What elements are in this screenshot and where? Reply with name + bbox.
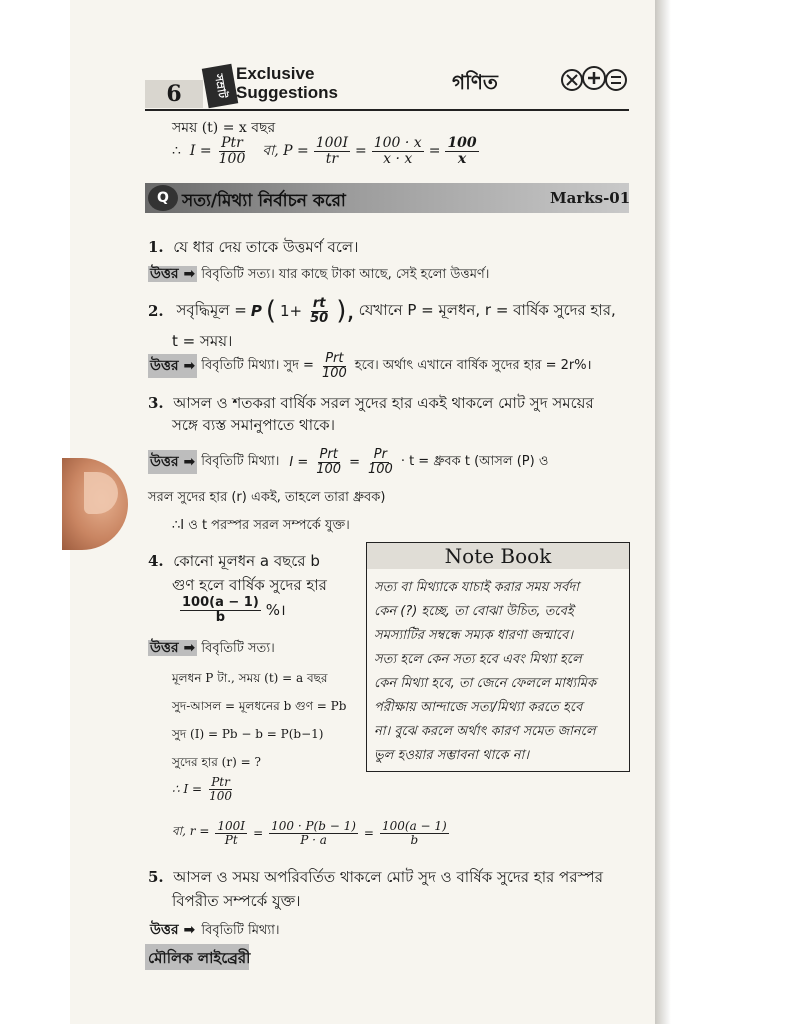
section-title: সত্য/মিথ্যা নির্বাচন করো [182, 191, 346, 211]
note-line: না। বুঝে করলে অর্থাৎ কারণ সমেত জানলে [374, 724, 596, 739]
equals-sign: = [355, 143, 367, 160]
fraction: $\frac{100I}{tr}$ [315, 135, 348, 167]
note-line: কেন (?) হচ্ছে, তা বোঝা উচিত, তবেই [374, 604, 574, 619]
therefore-symbol: ∴ [172, 143, 181, 160]
note-line: সত্য হলে কেন সত্য হবে এবং মিথ্যা হলে [374, 652, 582, 667]
work-line-1: মূলধন P টা., সময় (t) = a বছর [172, 671, 328, 685]
answer-label: উত্তর ➡ [148, 354, 197, 378]
time-line: সময় (t) = x বছর [172, 120, 276, 136]
question-3: 3. আসল ও শতকরা বার্ষিক সরল সুদের হার একই থাকলে মোট সুদ সময়ের [148, 394, 594, 412]
answer-1: উত্তর ➡ বিবৃতিটি সত্য। যার কাছে টাকা আছে, সেই হলো উত্তমর্ণ। [150, 266, 490, 282]
subject-title: গণিত [452, 70, 498, 94]
question-4: 4. কোনো মূলধন a বছরে b [148, 552, 320, 570]
question-3-cont: সঙ্গে ব্যস্ত সমানুপাতে থাকে। [172, 416, 335, 434]
footer-label: মৌলিক লাইব্রেরী [148, 949, 251, 967]
work-line-3: সুদ (I) = Pb − b = P(b−1) [172, 727, 324, 741]
or-text: বা, P = [262, 143, 309, 160]
answer-3-cont: সরল সুদের হার (r) একই, তাহলে তারা ধ্রুবক) [148, 490, 386, 505]
note-title: Note Book [444, 544, 552, 568]
equals-sign: = [428, 143, 441, 160]
brand-line-2: Suggestions [236, 83, 339, 102]
intro-formula [172, 136, 481, 166]
note-line: সমস্যাটির সম্বন্ধে সম্যক ধারণা জন্মাবে। [374, 628, 574, 643]
page-edge-shadow [655, 0, 671, 1024]
header-rule [145, 109, 629, 111]
question-5-cont: বিপরীত সম্পর্কে যুক্ত। [172, 892, 301, 910]
question-4-rate: $\frac{100(a - 1)}{b}$ %। [182, 595, 286, 625]
work-line-5: ∴ I = $\frac{\text{Ptr}}{100}$ [172, 775, 232, 803]
note-line: সত্য বা মিথ্যাকে যাচাই করার সময় সর্বদা [374, 580, 579, 595]
brand-line-1: Exclusive [236, 64, 315, 83]
brand-logo: সম্রাট [202, 64, 238, 109]
answer-3-conclusion: ∴I ও t পরস্পর সরল সম্পর্কে যুক্ত। [172, 518, 350, 533]
answer-label: উত্তর ➡ [150, 266, 196, 282]
question-icon: Q [148, 185, 178, 211]
answer-label: উত্তর ➡ [150, 922, 196, 938]
page-number: 6 [145, 80, 203, 108]
answer-4: উত্তর ➡ বিবৃতিটি সত্য। [150, 640, 275, 656]
question-1: 1. যে ধার দেয় তাকে উত্তমর্ণ বলে। [148, 238, 359, 256]
note-line: কেন মিথ্যা হবে, তা জেনে ফেললে মাধ্যমিক [374, 676, 597, 691]
work-line-2: সুদ-আসল = মূলধনের b গুণ = Pb [172, 699, 347, 713]
note-line: ভুল হওয়ার সম্ভাবনা থাকে না। [374, 748, 529, 763]
question-2: 2. সবৃদ্ধিমূল = P ( 1+ $\frac{rt}{50}$ ), যেখানে P = মূলধন, r = বার্ষিক সুদের হার, [148, 295, 616, 326]
fraction: $\frac{100}{x}$ [447, 135, 477, 167]
question-4-cont: গুণ হলে বার্ষিক সুদের হার [172, 576, 327, 594]
work-line-6: বা, r = $\frac{100I}{Pt}$ = $\frac{100 \cdot P(b - 1)}{P \cdot a}$ = $\frac{100(a - 1)}{b}$ [172, 819, 447, 847]
math-symbols-icon [560, 63, 630, 97]
fraction: $\frac{\text{Ptr}}{100}$ [218, 135, 246, 167]
question-2-cont: t = সময়। [172, 332, 233, 350]
question-5: 5. আসল ও সময় অপরিবর্তিত থাকলে মোট সুদ ও বার্ষিক সুদের হার পরস্পর [148, 868, 603, 886]
answer-3: উত্তর ➡ বিবৃতিটি মিথ্যা। I = $\frac{\text{Prt}}{100}$ = $\frac{Pr}{100}$ · t = ধ্রুবক t (আসল (P) ও [150, 447, 549, 477]
note-line: পরীক্ষায় আন্দাজে সত্য/মিথ্যা করতে হবে [374, 700, 583, 715]
answer-5: উত্তর ➡ বিবৃতিটি মিথ্যা। [150, 922, 280, 938]
fraction: $\frac{100 \cdot x}{x \cdot x}$ [373, 135, 422, 167]
answer-2: উত্তর ➡ বিবৃতিটি মিথ্যা। সুদ = $\frac{\text{Prt}}{100}$ হবে। অর্থাৎ এখানে বার্ষিক সুদের হার = 2r%। [150, 351, 592, 381]
answer-label: উত্তর ➡ [148, 450, 197, 474]
answer-label: উত্তর ➡ [150, 640, 196, 656]
work-line-4: সুদের হার (r) = ? [172, 755, 261, 769]
formula-lhs: I = [189, 143, 212, 160]
marks-label: Marks-01 [550, 189, 631, 207]
